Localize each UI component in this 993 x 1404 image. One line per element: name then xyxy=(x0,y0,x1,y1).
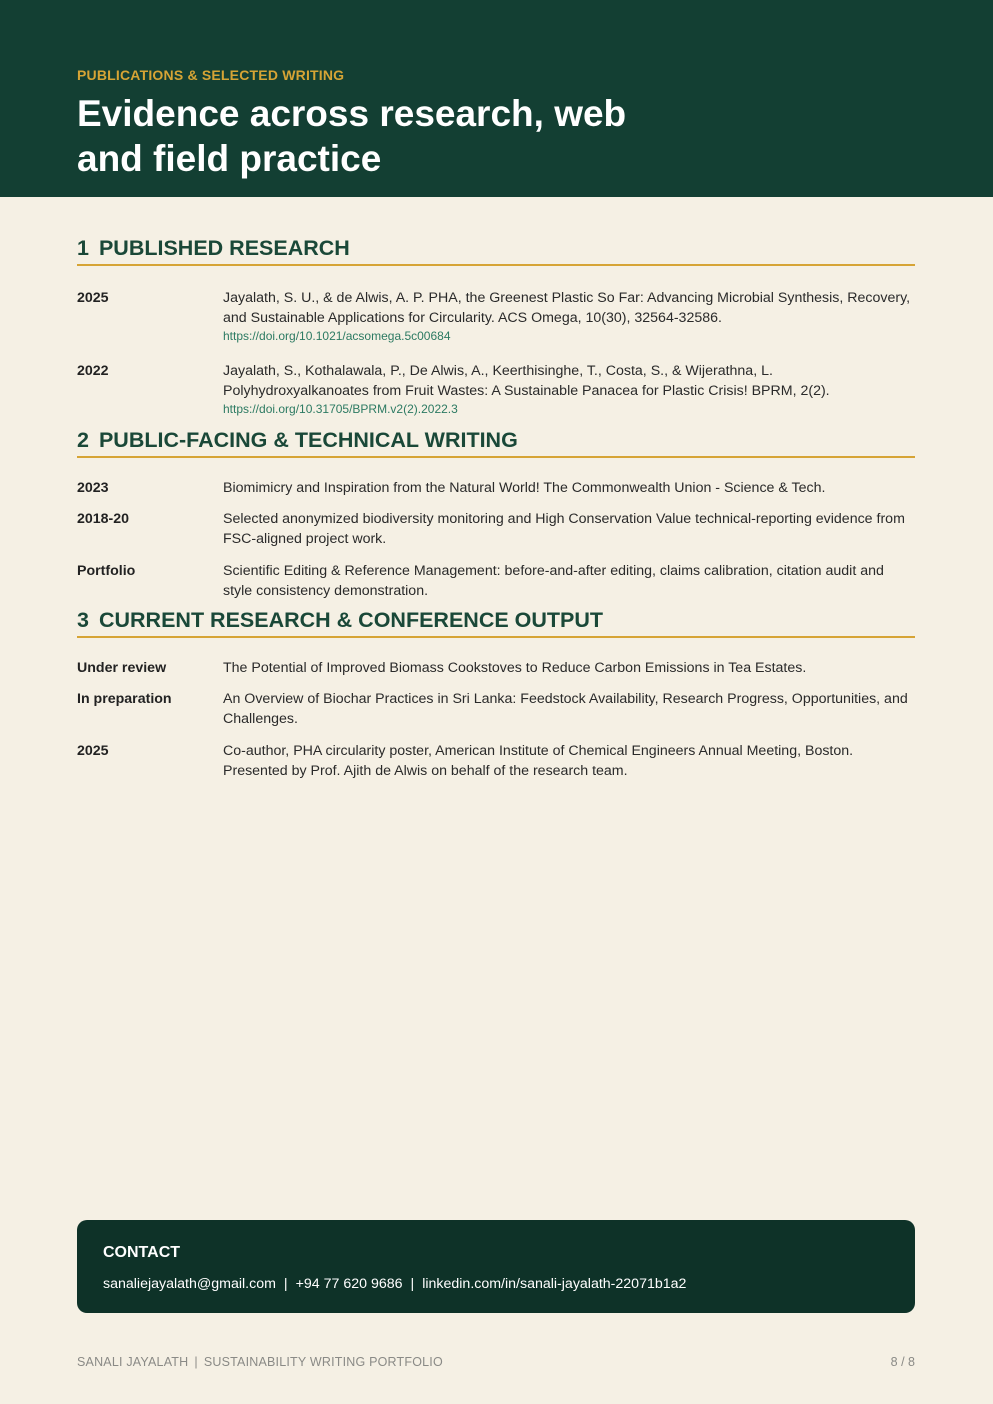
footer-author: SANALI JAYALATH xyxy=(77,1355,189,1369)
citation-text: Jayalath, S. U., & de Alwis, A. P. PHA, the Greenest Plastic So Far: Advancing Microbial Synthesis, Recovery, and Sustainable Applications for Circularity. ACS Omega, 10(30), 32564-32586. xyxy=(223,290,911,326)
contact-box xyxy=(77,1220,915,1313)
section-title: PUBLIC-FACING & TECHNICAL WRITING xyxy=(98,428,518,452)
item-label: In preparation xyxy=(77,691,172,707)
item-text xyxy=(223,288,915,344)
item-label: 2022 xyxy=(77,363,109,379)
item-label: Under review xyxy=(77,660,167,676)
section-current-research xyxy=(77,606,915,779)
phone-number[interactable]: +94 77 620 9686 xyxy=(295,1276,403,1292)
item-text: An Overview of Biochar Practices in Sri Lanka: Feedstock Availability, Research Progress, Opportunities, and Challenges. xyxy=(223,691,908,727)
linkedin-link[interactable]: linkedin.com/in/sanali-jayalath-22071b1a2 xyxy=(422,1276,687,1292)
section-heading xyxy=(77,606,915,638)
doi-link[interactable]: https://doi.org/10.1021/acsomega.5c00684 xyxy=(223,329,451,343)
header-eyebrow: PUBLICATIONS & SELECTED WRITING xyxy=(77,67,345,83)
citation-text: Jayalath, S., Kothalawala, P., De Alwis, A., Keerthisinghe, T., Costa, S., & Wijerathna, L. Polyhydroxyalkanoates from Fruit Wastes: A Sustainable Panacea for Plastic Crisis! BPRM, 2(2). xyxy=(223,363,830,399)
page-number: 8 / 8 xyxy=(890,1355,915,1369)
footer-title xyxy=(77,1355,443,1369)
item-text xyxy=(223,361,915,417)
section-title: PUBLISHED RESEARCH xyxy=(98,236,350,260)
contact-details xyxy=(103,1276,686,1292)
item-label: 2018-20 xyxy=(77,511,130,527)
separator: | xyxy=(194,1355,198,1369)
section-title: CURRENT RESEARCH & CONFERENCE OUTPUT xyxy=(98,608,604,632)
item-label: 2023 xyxy=(77,480,109,496)
section-number: 2 xyxy=(77,428,89,452)
section-published-research xyxy=(77,234,915,416)
section-heading xyxy=(77,234,915,266)
item-label: 2025 xyxy=(77,290,109,306)
item-label: 2025 xyxy=(77,743,109,759)
section-heading xyxy=(77,426,915,458)
item-label: Portfolio xyxy=(77,563,136,579)
separator: | xyxy=(283,1276,288,1292)
item-text: Co-author, PHA circularity poster, American Institute of Chemical Engineers Annual Meeting, Boston. Presented by Prof. Ajith de Alwis on behalf of the research team. xyxy=(223,743,854,779)
header-banner xyxy=(0,0,993,197)
section-number: 3 xyxy=(77,608,89,632)
email-link[interactable]: sanaliejayalath@gmail.com xyxy=(103,1276,276,1292)
item-text: Biomimicry and Inspiration from the Natural World! The Commonwealth Union - Science & Tech. xyxy=(223,480,826,496)
separator: | xyxy=(410,1276,415,1292)
contact-title: CONTACT xyxy=(103,1244,181,1261)
section-number: 1 xyxy=(77,236,89,260)
item-text: The Potential of Improved Biomass Cookstoves to Reduce Carbon Emissions in Tea Estates. xyxy=(223,660,807,676)
item-text: Selected anonymized biodiversity monitoring and High Conservation Value technical-reporting evidence from FSC-aligned project work. xyxy=(223,511,905,547)
footer-doc-title: SUSTAINABILITY WRITING PORTFOLIO xyxy=(203,1355,443,1369)
item-text: Scientific Editing & Reference Management: before-and-after editing, claims calibration, citation audit and style consistency demonstration. xyxy=(223,563,884,599)
section-public-writing xyxy=(77,426,915,599)
doi-link[interactable]: https://doi.org/10.31705/BPRM.v2(2).2022.3 xyxy=(223,402,458,416)
page-title: Evidence across research, web and field practice xyxy=(77,93,627,179)
